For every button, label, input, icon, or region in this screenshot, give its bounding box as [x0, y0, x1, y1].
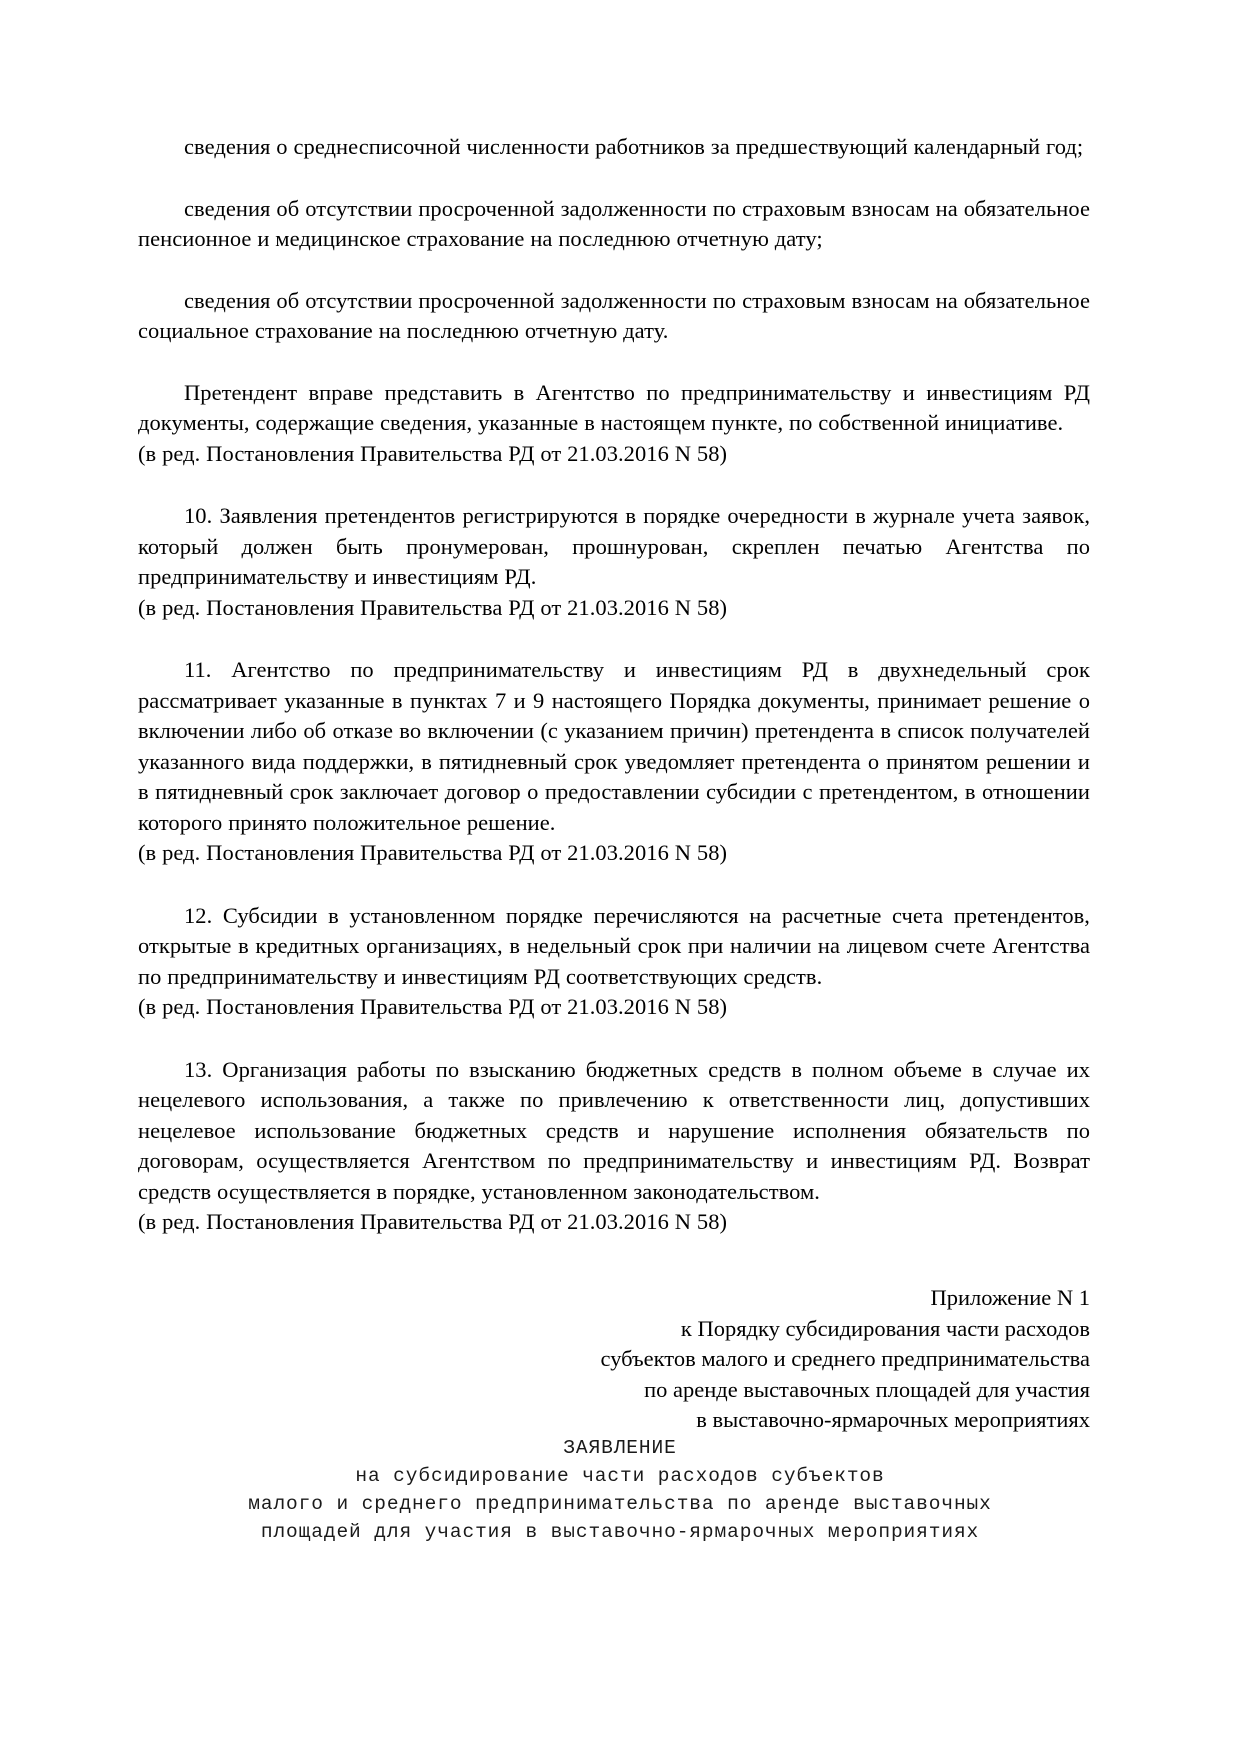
appendix-line-order: к Порядку субсидирования части расходов — [680, 1315, 1090, 1341]
amendment-note-4: (в ред. Постановления Правительства РД от 21.03.2016 N 58) — [138, 994, 728, 1019]
amendment-note-3: (в ред. Постановления Правительства РД от 21.03.2016 N 58) — [138, 840, 728, 865]
form-title-line-2: на субсидирование части расходов субъектов — [355, 1465, 885, 1487]
amendment-note-5: (в ред. Постановления Правительства РД от 21.03.2016 N 58) — [138, 1209, 728, 1234]
form-title-heading: ЗАЯВЛЕНИЕ — [563, 1437, 677, 1459]
appendix-reference-block — [390, 1283, 1090, 1436]
appendix-line-events: в выставочно-ярмарочных мероприятиях — [696, 1407, 1090, 1432]
amendment-note-2: (в ред. Постановления Правительства РД от 21.03.2016 N 58) — [138, 594, 728, 620]
paragraph-headcount-info: сведения о среднесписочной численности работников за предшествующий календарный год; — [184, 134, 1084, 159]
paragraph-spacer — [138, 869, 1090, 901]
paragraph-spacer — [138, 1023, 1090, 1055]
amendment-note-1: (в ред. Постановления Правительства РД от 21.03.2016 N 58) — [138, 440, 728, 466]
paragraph-item-13: 13. Организация работы по взысканию бюджетных средств в полном объеме в случае их нецелевого использования, а также по привлечению к ответственности лиц, допустивших нецелевое использование бюджетных средств и нарушение исполнения обязательств по договорам, осуществляется Агентством по предпринимательству и инвестициям РД. Возврат средств осуществляется в порядке, установленном законодательством. — [138, 1056, 1090, 1204]
paragraph-social-insurance-debt: сведения об отсутствии просроченной задолженности по страховым взносам на обязательное социальное страхование на последнюю отчетную дату. — [138, 287, 1090, 343]
paragraph-spacer — [138, 623, 1090, 655]
paragraph-item-11: 11. Агентство по предпринимательству и инвестициям РД в двухнедельный срок рассматривает указанные в пунктах 7 и 9 настоящего Порядка документы, принимает решение о включении либо об отказе во включении (с указанием причин) претендента в список получателей указанного вида поддержки, в пятидневный срок уведомляет претендента о принятом решении и в пятидневный срок заключает договор о предоставлении субсидии с претендентом, в отношении которого принято положительное решение. — [138, 657, 1090, 835]
form-title-block — [0, 1434, 1240, 1546]
paragraph-item-10: 10. Заявления претендентов регистрируются в порядке очередности в журнале учета заявок, который должен быть пронумерован, прошнурован, скреплен печатью Агентства по предпринимательству и инвестициям РД. — [138, 503, 1090, 589]
form-title-line-4: площадей для участия в выставочно-ярмарочных мероприятиях — [260, 1521, 980, 1543]
paragraph-spacer — [138, 469, 1090, 501]
paragraph-item-12: 12. Субсидии в установленном порядке перечисляются на расчетные счета претендентов, открытые в кредитных организациях, в недельный срок при наличии на лицевом счете Агентства по предпринимательству и инвестициям РД соответствующих средств. — [138, 902, 1090, 989]
paragraph-spacer — [138, 255, 1090, 286]
appendix-line-subjects: субъектов малого и среднего предпринимательства — [600, 1346, 1090, 1371]
paragraph-spacer — [138, 347, 1090, 378]
appendix-line-number: Приложение N 1 — [930, 1285, 1090, 1310]
document-body — [138, 132, 1090, 1238]
paragraph-applicant-initiative: Претендент вправе представить в Агентство по предпринимательству и инвестициям РД документы, содержащие сведения, указанные в настоящем пункте, по собственной инициативе. — [138, 379, 1090, 435]
form-title-line-3: малого и среднего предпринимательства по аренде выставочных — [248, 1493, 992, 1515]
appendix-line-rent: по аренде выставочных площадей для участия — [644, 1376, 1090, 1402]
paragraph-spacer — [138, 163, 1090, 194]
paragraph-pension-insurance-debt: сведения об отсутствии просроченной задолженности по страховым взносам на обязательное пенсионное и медицинское страхование на последнюю отчетную дату; — [138, 195, 1090, 251]
